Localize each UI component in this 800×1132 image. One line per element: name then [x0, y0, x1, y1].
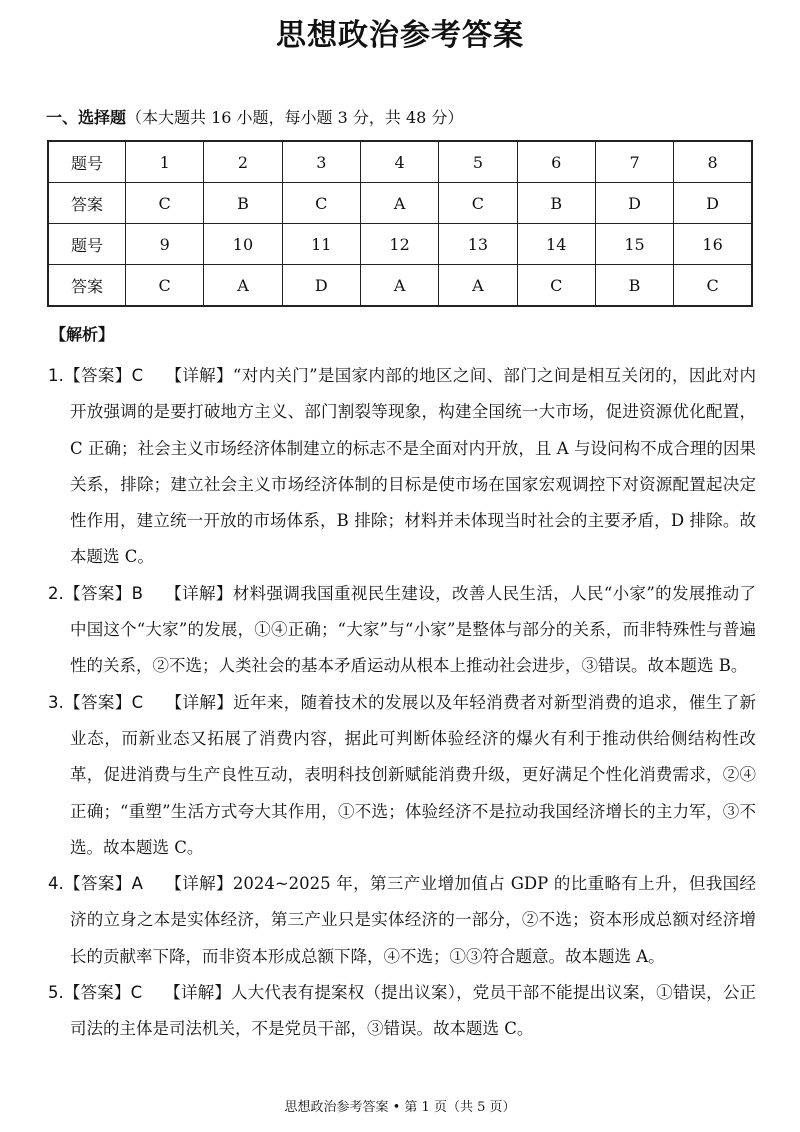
table-row [48, 224, 752, 265]
answer-tag: 【答案】 [63, 983, 131, 1003]
table-cell: C [126, 265, 204, 307]
detail-text: “对内关门”是国家内部的地区之间、部门之间是相互关闭的，因此对内开放强调的是要打破地方主义、部门割裂等现象，构建全国统一大市场，促进资源优化配置，C 正确；社会主义市场经济体制建立的标志不是全面对内开放，且 A 与设问构不成合理的因果关系，排除；建立社会主义市场经济体制的目标是使市场在国家宏观调控下对资源配置起决定性作用，建立统一开放的市场体系，B 排除；材料并未体现当时社会的主要矛盾，D 排除。故本题选 C。 [70, 366, 757, 567]
table-cell: D [674, 183, 752, 224]
row-label: 题号 [48, 224, 126, 265]
table-cell: A [360, 183, 438, 224]
list-item [48, 685, 756, 866]
item-number: 2. [48, 583, 64, 603]
table-cell: B [204, 183, 282, 224]
analysis-heading: 【解析】 [50, 325, 115, 344]
detail-tag: 【详解】 [165, 366, 233, 385]
table-cell: 8 [674, 141, 752, 183]
row-label: 答案 [48, 183, 126, 224]
page-footer: 思想政治参考答案 • 第 1 页（共 5 页） [284, 1100, 516, 1115]
list-item [48, 358, 756, 576]
answer-letter: A [131, 874, 143, 894]
section-heading [46, 106, 463, 130]
table-cell: A [439, 265, 517, 307]
table-row [48, 183, 752, 224]
table-cell: 2 [204, 141, 282, 183]
detail-tag: 【详解】 [165, 692, 234, 712]
page-title: 思想政治参考答案 [276, 18, 524, 53]
table-cell: 10 [204, 224, 282, 265]
table-cell: D [595, 183, 673, 224]
table-cell: 11 [282, 224, 360, 265]
table-cell: C [674, 265, 752, 307]
list-item [48, 576, 756, 685]
item-number: 1. [48, 366, 64, 385]
item-number: 3. [48, 692, 64, 712]
item-number: 5. [48, 983, 64, 1003]
row-label: 题号 [48, 141, 126, 183]
answer-letter: C [130, 983, 143, 1003]
list-item [48, 975, 756, 1048]
detail-text: 人大代表有提案权（提出议案），党员干部不能提出议案，①错误，公正司法的主体是司法机关，不是党员干部，③错误。故本题选 C。 [70, 983, 757, 1039]
table-cell: 3 [282, 141, 360, 183]
answer-tag: 【答案】 [63, 583, 132, 603]
table-cell: 15 [595, 224, 673, 265]
detail-tag: 【详解】 [164, 983, 231, 1003]
table-cell: 16 [674, 224, 752, 265]
table-cell: 6 [517, 141, 595, 183]
table-cell: 5 [439, 141, 517, 183]
answer-letter: B [131, 583, 143, 603]
table-cell: 4 [360, 141, 438, 183]
table-cell: A [360, 265, 438, 307]
table-cell: C [126, 183, 204, 224]
table-cell: 13 [439, 224, 517, 265]
row-label: 答案 [48, 265, 126, 307]
table-cell: C [517, 265, 595, 307]
table-cell: 14 [517, 224, 595, 265]
answer-tag: 【答案】 [63, 366, 132, 385]
table-cell: D [282, 265, 360, 307]
answer-letter: C [131, 692, 144, 712]
item-number: 4. [48, 874, 64, 894]
table-cell: 1 [126, 141, 204, 183]
table-cell: A [204, 265, 282, 307]
table-cell: 12 [360, 224, 438, 265]
table-cell: 9 [126, 224, 204, 265]
table-row [48, 265, 752, 307]
list-item [48, 866, 756, 975]
detail-tag: 【详解】 [164, 583, 233, 603]
table-row [48, 141, 752, 183]
detail-text: 材料强调我国重视民生建设，改善人民生活，人民“小家”的发展推动了中国这个“大家”的发展，①④正确；“大家”与“小家”是整体与部分的关系，而非特殊性与普遍性的关系，②不选；人类社会的基本矛盾运动从根本上推动社会进步，③错误。故本题选 B。 [70, 583, 757, 676]
answer-letter: C [131, 366, 144, 385]
answer-tag: 【答案】 [63, 692, 132, 712]
table-cell: B [517, 183, 595, 224]
table-cell: 7 [595, 141, 673, 183]
table-cell: C [282, 183, 360, 224]
section-heading-note: （本大题共 16 小题，每小题 3 分，共 48 分） [126, 108, 464, 127]
detail-text: 近年来，随着技术的发展以及年轻消费者对新型消费的追求，催生了新业态，而新业态又拓展了消费内容，据此可判断体验经济的爆火有利于推动供给侧结构性改革，促进消费与生产良性互动，表明科技创新赋能消费升级，更好满足个性化消费需求，②④正确；“重塑”生活方式夸大其作用，①不选；体验经济不是拉动我国经济增长的主力军，③不选。故本题选 C。 [70, 692, 757, 857]
section-heading-label: 一、选择题 [46, 108, 127, 127]
detail-text: 2024~2025 年，第三产业增加值占 GDP 的比重略有上升，但我国经济的立身之本是实体经济，第三产业只是实体经济的一部分，②不选；资本形成总额对经济增长的贡献率下降，而非资本形成总额下降，④不选；①③符合题意。故本题选 A。 [70, 874, 757, 966]
analysis-list [48, 358, 756, 1048]
answer-tag: 【答案】 [63, 874, 132, 894]
detail-tag: 【详解】 [164, 874, 233, 894]
table-cell: C [439, 183, 517, 224]
answer-table [47, 140, 753, 307]
table-cell: B [595, 265, 673, 307]
